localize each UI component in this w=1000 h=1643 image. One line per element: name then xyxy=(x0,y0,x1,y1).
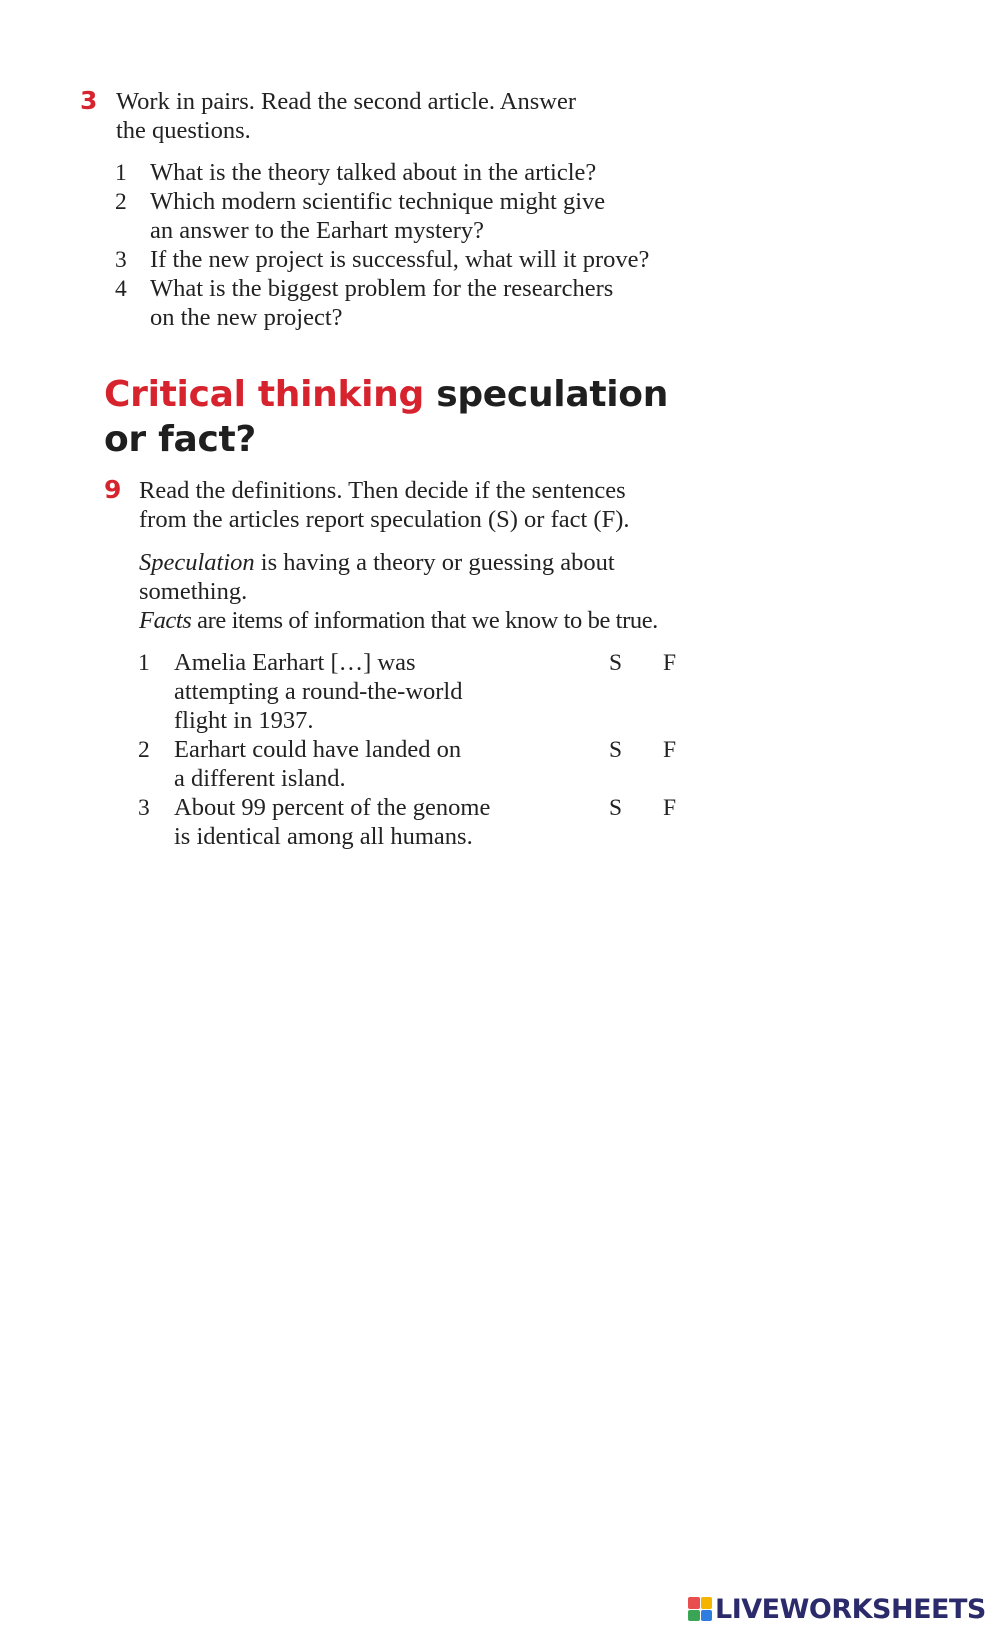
exercise-9-instruction-line-2: from the articles report speculation (S) or fact (F). xyxy=(139,506,630,533)
sentence-1-option-s[interactable]: S xyxy=(609,650,623,676)
exercise-3-number: 3 xyxy=(80,86,98,115)
definition-facts xyxy=(139,606,658,636)
definition-speculation-line-2: something. xyxy=(139,578,248,605)
exercise-9-instruction-line-1: Read the definitions. Then decide if the sentences xyxy=(139,477,626,504)
sentence-2-line-2: a different island. xyxy=(174,765,346,792)
exercise-9-number: 9 xyxy=(104,475,122,504)
sentence-3-option-s[interactable]: S xyxy=(609,795,623,821)
speculation-term: Speculation xyxy=(139,549,255,576)
sentence-3-number: 3 xyxy=(138,795,150,821)
sentence-3-option-f[interactable]: F xyxy=(663,795,677,821)
question-2-number: 2 xyxy=(115,189,127,215)
sentence-1-line-2: attempting a round-the-world xyxy=(174,678,463,705)
heading-dark-part-line-2: or fact? xyxy=(104,419,257,460)
heading-red-part: Critical thinking xyxy=(104,374,424,415)
sentence-1-line-1: Amelia Earhart […] was xyxy=(174,649,416,676)
definition-speculation-line-1 xyxy=(139,548,615,578)
sentence-3-line-1: About 99 percent of the genome xyxy=(174,794,491,821)
sentence-2-option-f[interactable]: F xyxy=(663,737,677,763)
heading-dark-part-line-1: speculation xyxy=(423,374,669,415)
facts-term: Facts xyxy=(139,607,192,634)
speculation-definition: is having a theory or guessing about xyxy=(254,549,615,576)
sentence-1-option-f[interactable]: F xyxy=(663,650,677,676)
sentence-1-line-3: flight in 1937. xyxy=(174,707,314,734)
sentence-3-line-2: is identical among all humans. xyxy=(174,823,473,850)
sentence-2-number: 2 xyxy=(138,737,150,763)
exercise-3-instruction-line-1: Work in pairs. Read the second article. Answer xyxy=(116,88,576,115)
question-1-number: 1 xyxy=(115,160,127,186)
liveworksheets-logo[interactable] xyxy=(688,1593,986,1625)
question-4-text-line-1: What is the biggest problem for the researchers xyxy=(150,275,614,302)
liveworksheets-logo-text: LIVEWORKSHEETS xyxy=(715,1593,986,1625)
exercise-3-instruction-line-2: the questions. xyxy=(116,117,251,144)
question-2-text-line-1: Which modern scientific technique might give xyxy=(150,188,606,215)
sentence-2-option-s[interactable]: S xyxy=(609,737,623,763)
question-3-number: 3 xyxy=(115,247,127,273)
sentence-1-number: 1 xyxy=(138,650,150,676)
question-4-number: 4 xyxy=(115,276,127,302)
sentence-2-line-1: Earhart could have landed on xyxy=(174,736,462,763)
section-heading xyxy=(104,372,668,462)
liveworksheets-logo-icon xyxy=(688,1597,712,1621)
question-1-text: What is the theory talked about in the article? xyxy=(150,159,597,186)
facts-definition: are items of information that we know to be true. xyxy=(191,607,658,634)
question-2-text-line-2: an answer to the Earhart mystery? xyxy=(150,217,485,244)
question-4-text-line-2: on the new project? xyxy=(150,304,343,331)
question-3-text: If the new project is successful, what will it prove? xyxy=(150,246,650,273)
